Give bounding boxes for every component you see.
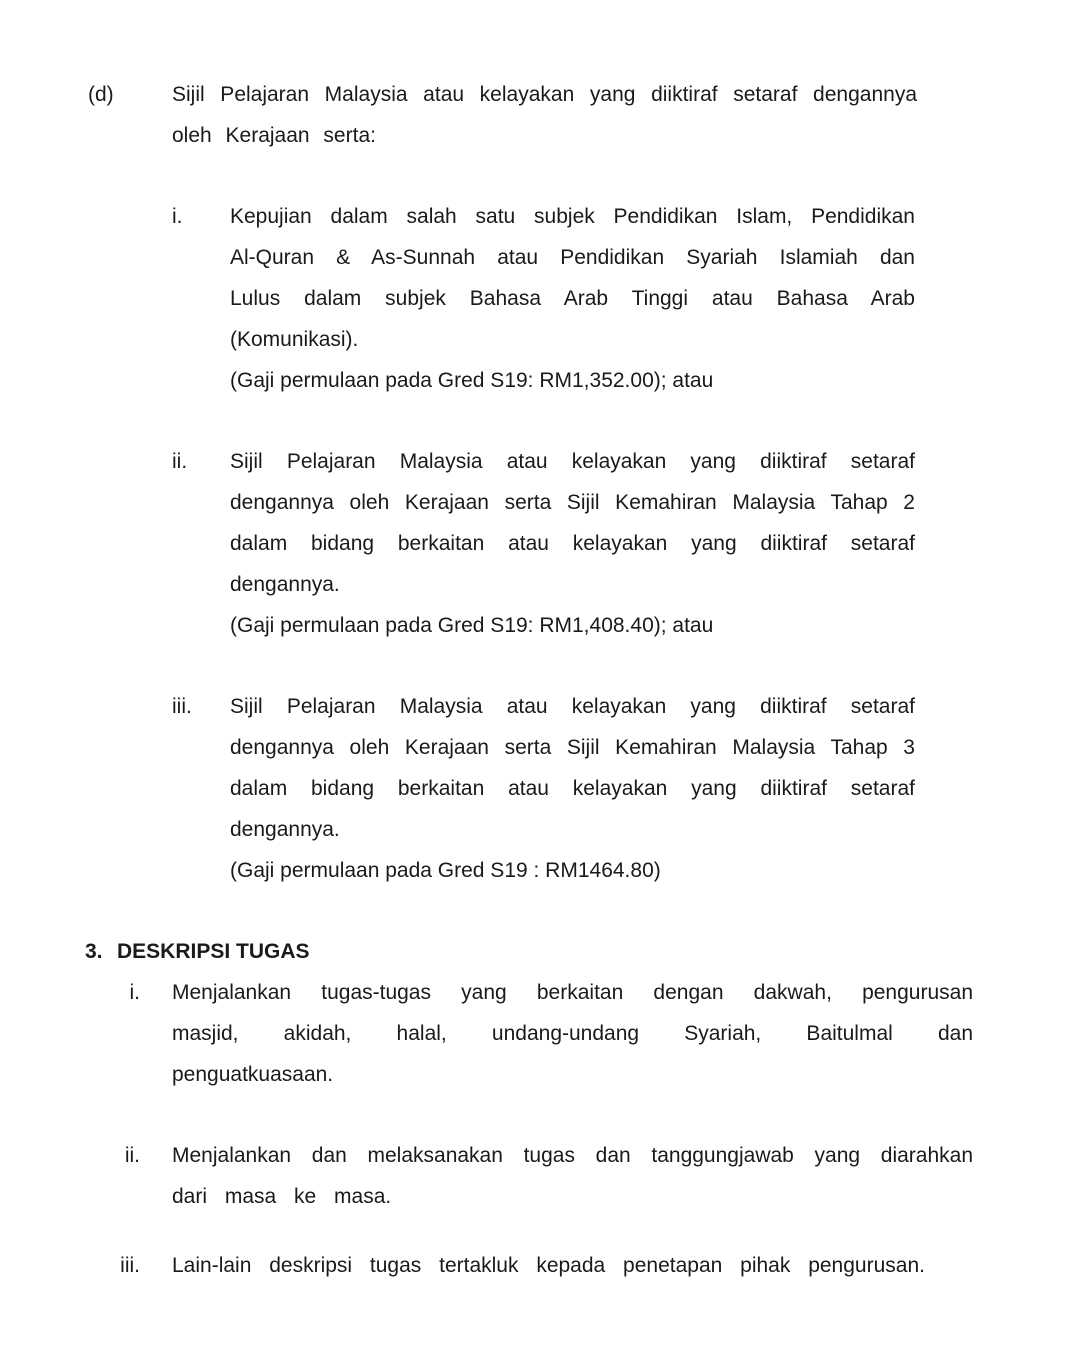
qualification-item-ii	[172, 441, 915, 646]
task-item-i	[88, 972, 973, 1095]
qualification-item-i	[172, 196, 915, 401]
item-body: Sijil Pelajaran Malaysia atau kelayakan yang diiktiraf setaraf dengannya oleh Kerajaan serta Sijil Kemahiran Malaysia Tahap 3 dalam bidang berkaitan atau kelayakan yang diiktiraf setaraf dengannya.	[230, 695, 915, 841]
salary-note: (Gaji permulaan pada Gred S19: RM1,408.40); atau	[230, 614, 714, 637]
section-number: 3.	[85, 940, 103, 963]
item-content	[230, 441, 915, 646]
item-content	[230, 686, 915, 891]
salary-note: (Gaji permulaan pada Gred S19: RM1,352.00); atau	[230, 369, 714, 392]
item-marker: iii.	[120, 1254, 140, 1277]
item-marker: iii.	[172, 695, 192, 718]
section-3-heading	[85, 931, 1080, 972]
item-body: Menjalankan tugas-tugas yang berkaitan dengan dakwah, pengurusan masjid, akidah, halal, undang-undang Syariah, Baitulmal dan penguatkuasaan.	[172, 981, 973, 1086]
item-body: Lain-lain deskripsi tugas tertakluk kepada penetapan pihak pengurusan.	[172, 1254, 925, 1277]
item-content	[230, 196, 915, 401]
section-title: DESKRIPSI TUGAS	[117, 940, 310, 963]
clause-d	[88, 74, 917, 156]
item-marker: ii.	[172, 450, 188, 473]
item-marker: i.	[129, 981, 140, 1004]
item-body: Menjalankan dan melaksanakan tugas dan tanggungjawab yang diarahkan dari masa ke masa.	[172, 1144, 973, 1208]
task-item-iii	[88, 1245, 973, 1286]
salary-note: (Gaji permulaan pada Gred S19 : RM1464.80)	[230, 859, 661, 882]
task-item-ii	[88, 1135, 973, 1217]
item-body: Kepujian dalam salah satu subjek Pendidikan Islam, Pendidikan Al-Quran & As-Sunnah atau Pendidikan Syariah Islamiah dan Lulus dalam subjek Bahasa Arab Tinggi atau Bahasa Arab (Komunikasi).	[230, 205, 915, 351]
item-marker: ii.	[124, 1144, 140, 1167]
item-marker: i.	[172, 205, 183, 228]
clause-d-text: Sijil Pelajaran Malaysia atau kelayakan yang diiktiraf setaraf dengannya oleh Kerajaan serta:	[172, 83, 917, 147]
qualification-item-iii	[172, 686, 915, 891]
clause-d-marker: (d)	[88, 83, 114, 106]
item-body: Sijil Pelajaran Malaysia atau kelayakan yang diiktiraf setaraf dengannya oleh Kerajaan serta Sijil Kemahiran Malaysia Tahap 2 dalam bidang berkaitan atau kelayakan yang diiktiraf setaraf dengannya.	[230, 450, 915, 596]
